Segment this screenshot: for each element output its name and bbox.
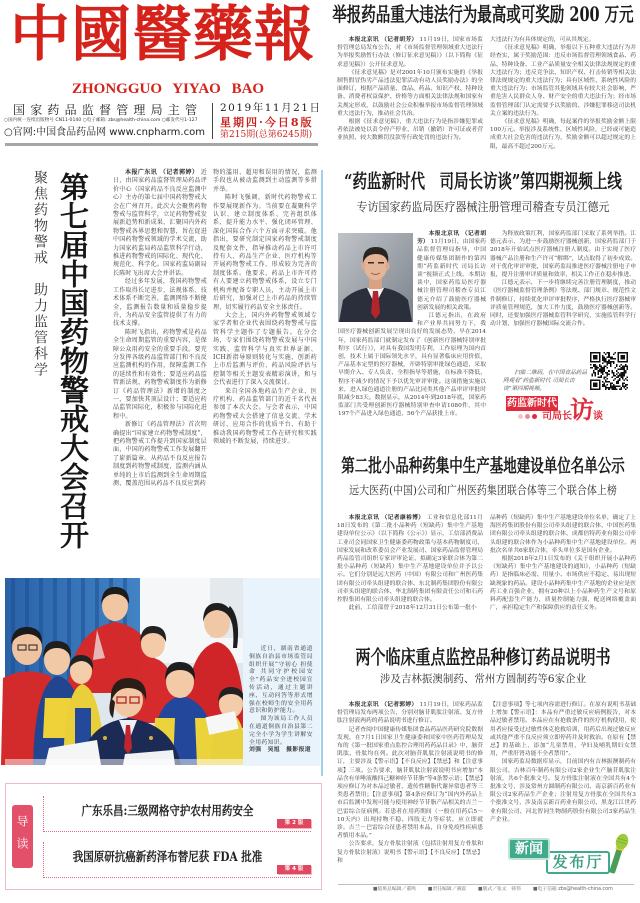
caption-paragraph: 图为该局工作人员在通道侗族自治县第二完全小学为学生讲解安全用药知识。 — [249, 716, 313, 746]
paragraph: 新修订《药品管理法》首次明确提出“国家建立药物警戒制度”，把药物警戒工作提升到国家制度层面，中国的药物警戒工作发展翻开了崭新篇章。从药品不良反应报告制度到药物警戒制度，监测内涵从单纯的上市后监测到全生命周期监测，覆盖范围从药品不良反应到药 — [113, 421, 207, 488]
supply-story-subtitle-text: 远大医药(中国)公司和广州医药集团联合体等三个联合体上榜 — [349, 485, 617, 498]
paragraph: 陈时飞指出，药物警戒是药品全生命周期监管的重要内容，是保障公众用药安全的重要手段。要充分发挥各级药品监管部门和不良反应监测机构的作用，保障监测工作的延续性和有效性；要适应药品监管新法规，药物警戒制度作为新修订《药品管理法》新增的制度之一，要加快其顶层设计；要适应药品监管国际化，积极参与国际化进程中。 — [113, 328, 207, 420]
video-series-logo-text: 司局长 — [542, 411, 572, 422]
label-story-headline — [330, 645, 636, 669]
masthead-divider — [212, 103, 213, 139]
video-story-subtitle — [330, 200, 636, 213]
paragraph: 此前，工信部曾于2018年12月31日公布第一批小 — [348, 605, 477, 612]
guide-item-page-2[interactable] — [43, 796, 311, 832]
footer-duty-editor: ■值班总编辑／董鸣 — [373, 887, 416, 892]
video-story-column-2 — [490, 230, 636, 364]
interviewee-photo — [338, 230, 417, 323]
news-hall-logo-word2: 发布厅 — [546, 851, 610, 874]
page-badge[interactable]: 第 4 版 — [277, 865, 311, 874]
label-story-subtitle-text: 涉及吉林振澳制药、常州方圆制药等6家企业 — [379, 673, 587, 685]
paragraph: 来自全国各地药品生产企业、医疗机构、药品监管部门的近千名代表参加了本次大会。与会者表示，中国药物警戒大会搭建了信息交流、学术研讨、应用合作的优质平台，有助于推动我国药物警戒工作在研究和实践领域的不断发展，持续进步。 — [213, 387, 317, 445]
paragraph — [337, 36, 483, 69]
video-series-logo-banner: 药监新时代 — [507, 398, 557, 409]
supply-story-headline-text: 第二批小品种药集中生产基地建设单位名单公示 — [341, 455, 625, 478]
paragraph: 【注意事项】等七项内容需进行修订。在原有说明书基础上增加【警示语】：本品有严重过敏反应病例报告，对本品过敏者禁用。本品应在有抢救条件的医疗机构使用，使用者应接受过过敏性休克抢救培训，用药后出现过敏反应或其他严重不良反应须立即停药并及时救治。在原有【禁忌】的基础上，添加“儿童禁用，孕妇及哺乳期妇女禁用，严重肝肾功能不全者禁用”。 — [490, 702, 636, 758]
footer-layout: ■版式／张文 韩伟 — [478, 887, 521, 892]
masthead-sponsor: 国家药品监督管理局主管 — [13, 103, 203, 117]
masthead-website-link[interactable]: ○官网:中国食品药品网 www.cnpharm.com — [4, 127, 205, 138]
supply-story-subtitle — [330, 485, 636, 497]
paragraph: 《征求意见稿》明确，每起案件的举报奖励金额上限100万元。举报涉及系统性、区域性风险，已经或可能造成重大社会危害的违法行为，奖励金额可以超过规定的上限，最高不超过200万元。 — [490, 119, 636, 150]
video-series-logo-end: 谈 — [593, 411, 603, 422]
lead-story-column-2 — [213, 169, 317, 555]
section-divider — [321, 170, 323, 776]
paragraph: 江德元指出，在政府和产业界共同努力下，我国医疗器械创新发展呈现出良好的发展态势。早在2014年，国家药监部门就制定发布了《创新医疗器械特别审批程序（试行）》，对具有我国发明专利，工作原理为国内首创，技术上属于国际领先水平，具有显著临床应用价值，产品基本定型的医疗器械，开辟特别审批绿色通道，采取早期介入、专人负责、全程指导等措施，在标准不降低、程序不减少的情况下予以优先审评审批。这项措施实施以来，进入绿色通道注册的产品比同类其他产品审评审批时限减少83天。数据显示，从2014年到2018年底，国家药监部门共受理创新医疗器械特别审查申请1080件，其中197个产品进入绿色通道，56个产品获批上市。 — [338, 313, 486, 418]
microphone-icon — [607, 832, 629, 876]
paragraph: 《征求意见稿》明确，举报以下五种重大违法行为并经查实，属于奖励范围：违反市场监督管理领域食品、药品、特种设备、工业产品质量安全相关法律法规规定的重大违法行为；违反竞争法、知识产权、打击传销等相关法律法规规定的重大违法行为；具有区域性、系统性风险的重大违法行为；市场监管其他领域具有较大社会影响，严重危害人民群众人身、财产安全的重大违法行为；经市场监督管理部门认定需要予以奖励的、涉嫌犯罪移送司法机关立案的违法行为。 — [490, 45, 636, 117]
video-story-headline-text: “药监新时代 司局长访谈”第四期视频上线 — [344, 170, 622, 193]
footer-rule — [338, 884, 634, 885]
dateline: 本报北京讯 （记者胡芳） — [348, 37, 418, 43]
paragraph-text: 工业和信息化部11月18日发布的《第二批小品种药（短缺药）集中生产基地建设单位公示》（以下简称《公示》）显示，工信部消费品工业司会同国家卫生健康委药物政策与基本药物制度司、国家发展和改革委员会产业发展司、国家药品监督管理局药品监管司组织专家评审论证，拟确定3家联合体为第二批小品种药（短缺药）集中生产基地建设单位并予以公示。它们分别是远大医药（中国）有限公司和广州医药集团有限公司牵头组建的联合体、东北制药集团股份有限公司牵头组建的联合体、华北制药集团有限责任公司和石药控股集团有限公司牵头组建的联合体。 — [337, 515, 483, 604]
lead-story-column-1 — [113, 169, 207, 555]
video-story-headline — [330, 170, 636, 193]
top-story-headline-text: 举报药品重大违法行为最高或可奖励 200 万元 — [332, 3, 634, 27]
paragraph: 陈时飞强调，新时代药物警戒工作要展现新作为。当前要在凝聚科学认识、建立制度体系、完善组织体系、提升能力水平、强化闭环管理、深化国际合作六个方面寻求突破。他指出，要研究制定国家药物警戒制度及配套文件，指导推动药品上市许可持有人、药品生产企业、医疗机构等开展药物警戒工作，形成较为完善的制度体系。他要求，药品上市许可持有人要建立药物警戒体系，设立专门机构并配备专职人员，主动开展上市后研究，加强对已上市药品的持续管理，切实履行药品安全主体责任。 — [213, 194, 317, 311]
top-story-column-1 — [337, 36, 483, 144]
paragraph: 物的滥用、超用和误用的情况，监测手段也从被动监测到主动监测等多措并举。 — [213, 169, 317, 193]
supply-story-column-2 — [490, 514, 636, 614]
masthead-registration: ○国内统一连续出版物号 CN11-0140 ○电子邮箱: zbs@health-china.com ○邮发代号1-127 — [4, 118, 198, 123]
dateline: 本报广东讯 （记者郭婷） — [125, 169, 199, 176]
footer-email: ■电子信箱 zbs@health-china.com — [532, 887, 613, 892]
qr-code[interactable] — [590, 352, 628, 390]
news-hall-logo-word1: 新闻 — [508, 838, 550, 860]
paragraph-text: 11月19日，由国家药品监督管理局指导，中国健康传媒集团制作的第四期“药监新时代 司局长访谈”视频正式上线。本期访谈中，国家药监局医疗器械注册管理司稽查专员江德元介绍了鼓励医疗器械创新发展的相关政策。 — [417, 239, 486, 311]
masthead-rule — [5, 143, 318, 146]
paragraph: 国家药监局数据库显示，目前国内有吉林振澳制药有限公司、吉林百年制药有限公司2家企业生产脑苷肌肽注射液，共6个批准文号。复方骨肽注射液在全国共有4个批准文号，涉及常州方圆制药有限公司、南京新百药业有限公司2家药品生产企业；注射用复方骨肽在全国共有3个批准文号，涉及南京新百药业有限公司、黑龙江江世药业有限公司、河北智同生物制药股份有限公司3家药品生产企业。 — [490, 759, 636, 823]
masthead — [0, 0, 322, 150]
paragraph-text: 11月19日，国家市场监督管理总局发布公告，对《市场监督管理领域重大违法行为举报奖励暂行办法（修订征求意见稿）》（以下简称《征求意见稿》）公开征求意见。 — [337, 37, 483, 68]
photo-caption — [249, 646, 313, 758]
paragraph: 经过多年发展，我国药物警戒工作取得长足进步，法规体系、技术体系不断完善，监测网络不断健全，监测报告数量和质量稳步提升，为药品安全监管提供了有力的技术支撑。 — [113, 278, 207, 328]
guide-label: 导读 — [12, 805, 33, 868]
lead-story-kicker: 聚焦药物警戒 助力监管科学 — [32, 170, 48, 378]
paragraph: 根据2018年2月1日发布的《关于组织开展小品种药（短缺药）集中生产基地建设的通知》，小品种药（短缺药）是指临床必需、用量小、市场供应不稳定、易出现短缺现象的药品。建设小品种药集中生产基地的企业应是医药工业百强企业，拥有20种以上小品种药生产文号和原料药配套生产能力，质量控制能力强，配送网络覆盖面广，承担稳定生产和保障供应的责任义务。 — [490, 556, 636, 612]
guide-item-title-text: 广东乐昌:三级网格守护农村用药安全 — [81, 804, 254, 819]
issue-date: 2019年11月21日 — [220, 102, 322, 114]
photo-credit: 刘强 吴旭 摄影报道 — [249, 747, 311, 754]
paragraph: 大违法行为有具体规定的，可从其规定。 — [490, 37, 595, 43]
paragraph: 《征求意见稿》是对2001年10月颁布实施的《举报制售假冒伪劣产品违法犯罪活动有功人员奖励办法》的全面修订，根据产品质量、食品、药品、知识产权、特种设备、消费者权益保护、价格等方面相关法律法规和国家有关规定形成，以鼓励社会公众积极举报市场监督管理领域重大违法行为，推动社会共治。 — [337, 69, 483, 117]
issue-number: 第215期(总第6245期) — [220, 130, 313, 140]
paragraph-text: 11月19日，国家药品监督管理局发布两项公告，分别对脑苷肌肽注射液、复方骨肽注射液两药的药品说明书进行修订。 — [337, 702, 483, 725]
guide-item-title — [44, 802, 291, 817]
footer-responsible-editor: ■责任编辑／满震 — [427, 887, 467, 892]
label-story-column-2 — [490, 701, 636, 835]
paragraph: 公告要求，复方骨肽注射液（包括注射用复方骨肽和复方骨肽注射液）说明书【警示语】【不良反应】【禁忌】和 — [337, 841, 483, 864]
paragraph: 品种药（短缺药）集中生产基地建设单位名单，确定了上海医药集团股份有限公司牵头组建的联合体、中国医药集团有限公司牵头组建的联合体、成都倍特药业有限公司牵头组建的联合体作为小品种药集中生产基地建设单位。两批次名单共6家联合体，牵头单位多是国有企业。 — [490, 515, 636, 554]
paragraph — [113, 169, 207, 278]
paragraph — [337, 514, 483, 604]
paragraph — [337, 701, 483, 726]
news-photo-students — [5, 578, 243, 765]
weekday-pages: 星期四·今日8版 — [220, 116, 314, 129]
qr-caption — [503, 369, 587, 393]
guide-item-title — [44, 848, 291, 863]
footer-credits — [373, 887, 613, 893]
guide-item-page-4[interactable] — [43, 842, 311, 878]
dateline: 本报北京讯 （记者郭婷） — [348, 702, 418, 708]
caption-paragraph: 近日，湖南省通道侗族自治县市场监管局组织开展“守初心 担使命 共同守护校园安全”药品安全进校园宣传活动，通过主题讲座、互动问答等形式增强在校师生的安全用药意识和防护能力。 — [249, 646, 313, 715]
lead-story-headline: 第七届中国药物警戒大会召开 — [56, 172, 90, 549]
label-story-subtitle — [330, 673, 636, 685]
guide-item-title-text: 我国原研抗癌新药泽布替尼获 FDA 批准 — [72, 850, 263, 865]
paragraph: 记者查阅中国健康传媒集团食品药品医药研究院数据发现，在7月1日国家卫生健康委和国家中医药管理局发布的《第一批国家重点监控合理用药药品目录》中，脑苷肌肽、骨肽均在列。此次对脑苷肌肽注射液说明书的修订，主要涉及【警示语】【不良反应】【禁忌】和【注意事项】三项。公告要求，脑苷肌肽注射液说明书应增加“本品含有单唾液酸四己糖神经节苷脂”等4条警示语；【禁忌】项应修订为对本品过敏者、遗传性糖脂代谢异常患者等三类患者禁用；【注意事项】第4条应修订为“国内外药品上市后监测中发现可能与使用神经节苷脂产品相关的吉兰－巴雷综合征病例。若患者在用药期间（一般在用药后5～10天内）出现持物不稳、四肢无力等症状，应立即就诊。吉兰－巴雷综合征患者禁用本品，自身免疫性疾病患者慎用本品。” — [337, 726, 483, 840]
supply-story-column-1 — [337, 514, 483, 614]
video-series-logo-dots — [518, 414, 537, 419]
supply-story-headline — [330, 455, 636, 478]
masthead-pinyin: ZHONGGUO YIYAO BAO — [72, 81, 265, 97]
dateline: 本报北京讯 （记者康裕博） — [348, 515, 425, 521]
video-story-subtitle-text: 专访国家药监局医疗器械注册管理司稽查专员江德元 — [356, 200, 610, 215]
paragraph: 江德元表示，下一步将继续完善注册管理制度，推动《医疗器械监督管理条例》等法规、部门规章、规范性文件制修订，持续优化审评审批程序，严格执行医疗器械审评质量管理规范，加大工作力度，鼓励医疗器械创新等。同时，还要加强医疗器械监管科学研究，实施监管科学行动计划，加强医疗器械国际交流合作。 — [490, 280, 636, 328]
paragraph-text: 近日，由国家药品监督管理局药品评价中心（国家药品不良反应监测中心）主办的第七届中国药物警戒大会在广州召开。此次大会聚焦药物警戒与监管科学，立足药物警戒发展新趋势和新成果，汇聚国内外药物警戒各界思想和智慧，旨在促进中国药物警戒领域的学术交流，助力国家药监局药品监管科学行动，推进药物警戒的国际化、现代化、规范化、科学化。国家药监局副局长陈时飞出席大会并讲话。 — [113, 169, 207, 277]
top-story-headline — [330, 3, 636, 27]
paragraph: 根据《征求意见稿》，重大违法行为是指涉嫌犯罪或者依法被处以责令停产停业、吊销（撤销）许可证或者营业执照、较大数额罚没款等行政处罚的违法行为。 — [337, 119, 483, 142]
video-series-logo-big: 访 — [570, 395, 594, 424]
dateline: 本报北京讯 （记者胡芳） — [417, 231, 486, 246]
label-story-headline-text: 两个临床重点监控品种修订药品说明书 — [355, 645, 611, 669]
paragraph: 为释放政策红利，国家药监部门采取了系列举措。江德元表示，为进一步鼓励医疗器械创新，国家药监部门于2018年开始试点医疗器械注册人制度。由于实现了医疗器械产品注册和生产许可“解绑”，试点取得了初步成效。对于优化审评审批，国家药监局推进医疗器械注册电子申报，提升注册审评质量和效率，相关工作正在稳步推进。 — [490, 231, 636, 279]
label-story-column-1 — [337, 701, 483, 873]
page-badge[interactable]: 第 2 版 — [277, 819, 311, 828]
top-story-column-2 — [490, 36, 636, 150]
paragraph: 大会上，国内外药物警戒领域专家学者和企业代表围绕药物警戒与监管科学主题作了专题报告。在分会场，专家们围绕药物警戒发展与中国实践、监管科学与真实世界证据、ICH新指导原则转化与实施、创新药上市后监测与评价、药品风险评估与控制等相关主题发表精彩演讲，和与会代表进行了深入交流探讨。 — [213, 311, 317, 387]
video-story-column-1 — [338, 230, 486, 425]
masthead-logo: 中國醫藥報 — [10, 0, 315, 70]
qr-caption-text: 扫描二维码，在中国食品药品网观看“药监新时代 司局长访谈”第四期视频。 — [503, 370, 587, 392]
